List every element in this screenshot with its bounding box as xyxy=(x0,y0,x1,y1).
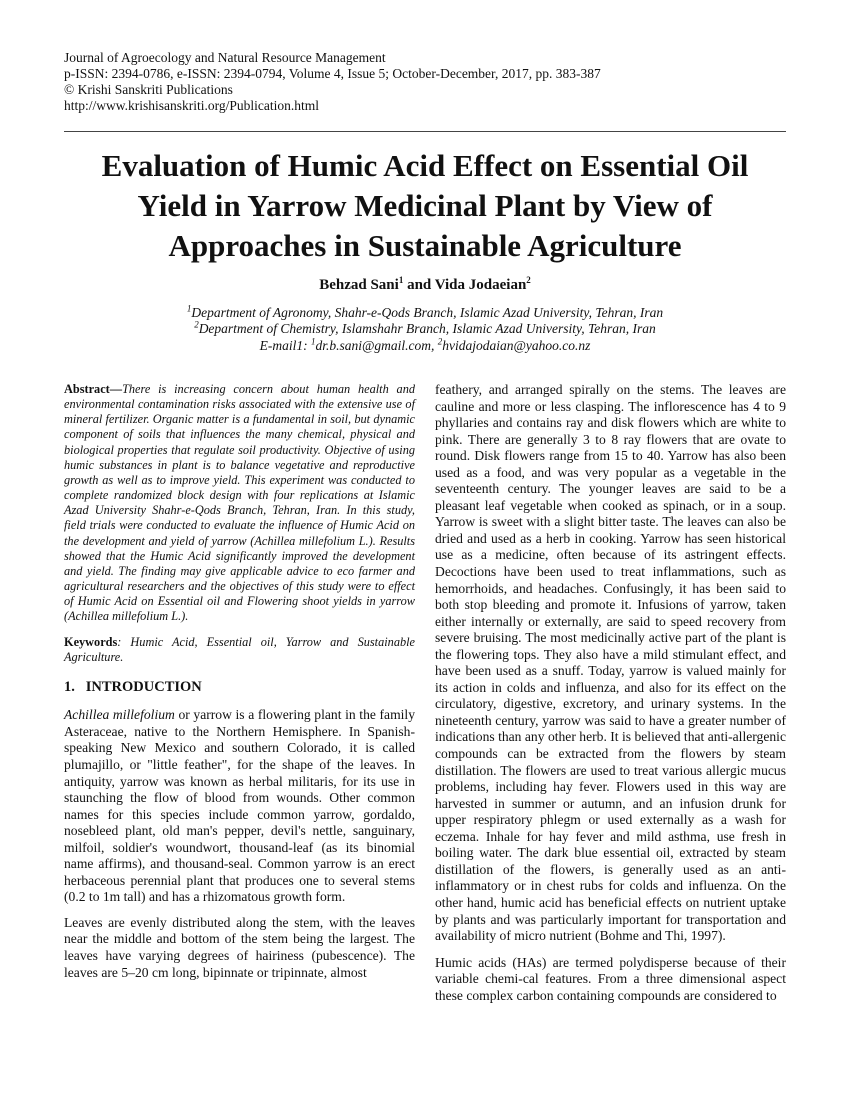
author-2: Vida Jodaeian xyxy=(434,277,527,293)
intro-paragraph-1-text: or yarrow is a flowering plant in the family Asteraceae, native to the Northern Hemisphere. In Spanish-speaking New Mexico and southern Colorado, it is called plumajillo, or "little feather", for the shape of the leaves. In antiquity, yarrow was known as herbal militaris, for its use in staunching the flow of blood from wounds. Other common names for this species include common yarrow, gordaldo, nosebleed plant, old man's pepper, devil's nettle, sanguinary, milfoil, soldier's woundwort, thousand-leaf (as its binomial name affirms), and thousand-seal. Common yarrow is an erect herbaceous perennial plant that produces one to several stems (0.2 to 1m tall) and has a rhizomatous growth form. xyxy=(64,707,416,905)
author-list xyxy=(60,277,790,294)
author-joiner: and xyxy=(403,277,435,293)
intro-paragraph-3: feathery, and arranged spirally on the stems. The leaves are cauline and more or less clasping. The inflorescence has 4 to 9 phyllaries and contains ray and disk flowers which are white to pink. There are generally 3 to 8 ray flowers that are ovate to round. Disk flowers range from 15 to 40. Yarrow has also been used as a food, and was very popular as a vegetable in the seventeenth century. The younger leaves are said to be a pleasant leaf vegetable when cooked as spinach, or in a soup. Yarrow is sweet with a slight bitter taste. The leaves can also be dried and used as a herb in cooking. Yarrow has seen historical use as a medicine, often because of its astringent effects. Decoctions have been used to treat inflammations, such as hemorrhoids, and headaches. Confusingly, it has been said to both stop bleeding and promote it. Infusions of yarrow, taken either internally or externally, are said to speed recovery from severe bruising. The most medicinally active part of the plant is the flowering tops. They also have a mild stimulant effect, and have been used as a snuff. Today, yarrow is valued mainly for its action in colds and influenza, and also for its effect on the circulatory, digestive, excretory, and urinary systems. In the nineteenth century, yarrow was said to have a greater number of indications than any other herb. It is believed that anti-allergenic compounds can be extracted from the flowers by steam distillation. The flowers are used to treat various allergic mucus problems, including hay fever. Flowers used in this way are harvested in summer or autumn, and an infusion drunk for upper respiratory phlegm or used externally as a wash for eczema. Inhale for hay fever and mild asthma, use fresh in boiling water. The dark blue essential oil, extracted by steam distillation of the flowers, is generally used as an anti-inflammatory or in chest rubs for colds and influenza. On the other hand, humic acid has beneficial effects on nutrient uptake by plants and was particularly important for transportation and availability of micro nutrient (Bohme and Thi, 1997). xyxy=(435,382,786,944)
title-line-3: Approaches in Sustainable Agriculture xyxy=(168,228,682,263)
email-1[interactable]: dr.b.sani@gmail.com, xyxy=(315,337,438,353)
email-1-sup: 1 xyxy=(310,336,316,347)
journal-url[interactable]: http://www.krishisanskriti.org/Publication.html xyxy=(64,98,319,113)
keywords xyxy=(64,635,415,665)
abstract-text: There is increasing concern about human health and environmental contamination risks associated with the extensive use of mineral fertilizer. Organic matter is a fundamental in soil, but dynamic component of soils that influences the many chemical, physical and biological properties that regulate soil productivity. Objective of using humic substances in plant is to balance vegetative and reproductive growth as well as to improve yield. This experiment was conducted to complete randomized block design with four replications at Islamic Azad University Shahr-e-Qods Branch, Tehran, Iran. In this study, field trials were conducted to evaluate the influence of Humic Acid on the development and yield of yarrow (Achillea millefolium L.). Results showed that the Humic Acid significantly improved the development and yield. The finding may give applicable advice to eco farmer and agricultural researchers and the objectives of this study were to effect of Humic Acid on Essential oil and Flowering shoot yields in yarrow (Achillea millefolium L.). xyxy=(64,382,415,624)
title-line-2: Yield in Yarrow Medicinal Plant by View of xyxy=(137,188,713,223)
intro-paragraph-1 xyxy=(64,707,415,906)
abstract xyxy=(64,382,415,625)
email-prefix: E-mail1: xyxy=(259,337,311,353)
affiliation-1-text: Department of Agronomy, Shahr-e-Qods Branch, Islamic Azad University, Tehran, Iran xyxy=(191,305,664,320)
intro-paragraph-4: Humic acids (HAs) are termed polydisperse because of their variable chemi-cal features. From a three dimensional aspect these complex carbon containing compounds are considered to xyxy=(435,954,786,1003)
affiliation-1 xyxy=(60,305,790,321)
author-1-sup: 1 xyxy=(398,275,404,285)
author-2-sup: 2 xyxy=(526,275,531,285)
left-column xyxy=(64,382,415,990)
email-2-sup: 2 xyxy=(437,336,443,347)
header-divider xyxy=(64,131,786,132)
intro-paragraph-2: Leaves are evenly distributed along the stem, with the leaves near the middle and bottom of the stem being the largest. The leaves have varying degrees of hairiness (pubescence). The leaves are 5–20 cm long, bipinnate or tripinnate, almost xyxy=(64,914,415,980)
author-1: Behzad Sani xyxy=(319,277,399,293)
paper-title xyxy=(30,146,820,266)
affiliation-1-sup: 1 xyxy=(186,303,192,314)
email-2[interactable]: hvidajodaian@yahoo.co.nz xyxy=(442,337,591,353)
section-heading-introduction: 1. INTRODUCTION xyxy=(64,678,202,695)
email-line xyxy=(60,338,790,354)
affiliations xyxy=(60,305,790,354)
affiliation-2-text: Department of Chemistry, Islamshahr Branch, Islamic Azad University, Tehran, Iran xyxy=(198,321,656,337)
right-column xyxy=(435,382,786,1014)
keywords-text: : Humic Acid, Essential oil, Yarrow and Sustainable Agriculture. xyxy=(64,634,415,664)
journal-header xyxy=(64,50,784,114)
affiliation-2 xyxy=(60,321,790,337)
keywords-label: Keywords xyxy=(64,634,118,649)
affiliation-2-sup: 2 xyxy=(194,319,199,330)
abstract-label: Abstract— xyxy=(64,382,123,396)
publisher: © Krishi Sanskriti Publications xyxy=(64,82,233,97)
title-line-1: Evaluation of Humic Acid Effect on Essential Oil xyxy=(101,148,749,183)
species-name: Achillea millefolium xyxy=(64,707,175,723)
issn-line: p-ISSN: 2394-0786, e-ISSN: 2394-0794, Volume 4, Issue 5; October-December, 2017, pp. 383-387 xyxy=(64,66,601,81)
journal-name: Journal of Agroecology and Natural Resource Management xyxy=(64,50,386,65)
